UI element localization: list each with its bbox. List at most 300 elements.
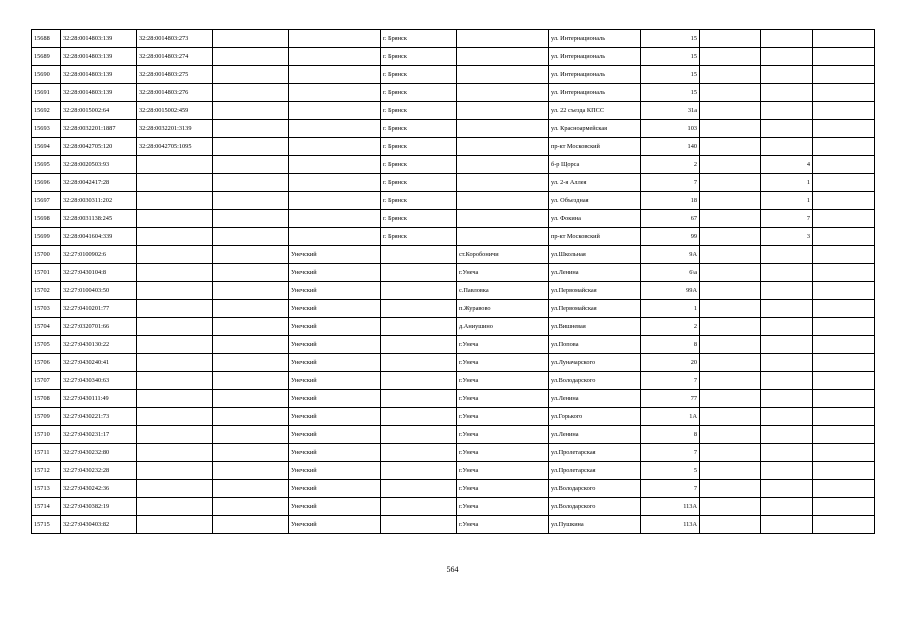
cell-city <box>381 426 457 444</box>
cell-house: 15 <box>641 84 700 102</box>
table-row <box>32 390 875 408</box>
cell-city: г. Брянск <box>381 48 457 66</box>
cell-locality <box>457 228 549 246</box>
cell-locality <box>457 84 549 102</box>
cell-city <box>381 264 457 282</box>
cell-id: 15707 <box>32 372 61 390</box>
cell-id: 15714 <box>32 498 61 516</box>
cell-extra <box>761 246 813 264</box>
cell-street: ул.Ленина <box>549 426 641 444</box>
cell-extra <box>761 516 813 534</box>
cell-empty <box>213 372 289 390</box>
cell-cadastral-number-2 <box>137 372 213 390</box>
cell-empty <box>700 30 761 48</box>
cell-street: б-р Щорса <box>549 156 641 174</box>
cell-empty <box>700 426 761 444</box>
cell-extra <box>761 30 813 48</box>
cell-street: пр-кт Московский <box>549 138 641 156</box>
cell-locality: д.Аниушино <box>457 318 549 336</box>
table-row <box>32 48 875 66</box>
cell-empty <box>213 390 289 408</box>
cell-empty <box>700 300 761 318</box>
cell-city: г. Брянск <box>381 102 457 120</box>
cell-cadastral-number-2: 32:28:0014803:274 <box>137 48 213 66</box>
cell-cadastral-number-2 <box>137 516 213 534</box>
cell-empty <box>813 84 875 102</box>
cell-cadastral-number-2 <box>137 300 213 318</box>
table-row <box>32 102 875 120</box>
table-row <box>32 516 875 534</box>
cell-empty <box>213 138 289 156</box>
cell-cadastral-number: 32:27:0430403:82 <box>61 516 137 534</box>
table-row <box>32 408 875 426</box>
cell-empty <box>700 372 761 390</box>
table-row <box>32 120 875 138</box>
cell-locality: г.Унеча <box>457 390 549 408</box>
cell-cadastral-number: 32:28:0030311:202 <box>61 192 137 210</box>
cell-cadastral-number-2: 32:28:0014803:276 <box>137 84 213 102</box>
cell-extra <box>761 120 813 138</box>
cell-locality: г.Унеча <box>457 264 549 282</box>
cell-street: ул.Пролетарская <box>549 444 641 462</box>
table-row <box>32 426 875 444</box>
cell-street: пр-кт Московский <box>549 228 641 246</box>
cell-extra <box>761 264 813 282</box>
cell-city: г. Брянск <box>381 138 457 156</box>
cell-house: 18 <box>641 192 700 210</box>
cell-cadastral-number: 32:27:0430111:49 <box>61 390 137 408</box>
cell-empty <box>213 426 289 444</box>
cell-empty <box>213 300 289 318</box>
cell-district: Унечский <box>289 300 381 318</box>
cell-locality: г.Унеча <box>457 444 549 462</box>
cell-extra <box>761 318 813 336</box>
table-row <box>32 372 875 390</box>
cell-cadastral-number: 32:27:0100403:50 <box>61 282 137 300</box>
cell-empty <box>213 102 289 120</box>
cell-empty <box>213 228 289 246</box>
cell-cadastral-number-2: 32:28:0032201:3139 <box>137 120 213 138</box>
cell-street: ул. Объездная <box>549 192 641 210</box>
cell-cadastral-number-2 <box>137 462 213 480</box>
cell-empty <box>813 48 875 66</box>
cell-house: 7 <box>641 174 700 192</box>
cell-extra <box>761 282 813 300</box>
cell-district <box>289 30 381 48</box>
cell-empty <box>700 264 761 282</box>
cell-extra <box>761 354 813 372</box>
cell-empty <box>213 480 289 498</box>
cell-city: г. Брянск <box>381 192 457 210</box>
cell-district <box>289 210 381 228</box>
registry-table <box>31 29 875 534</box>
cell-district <box>289 48 381 66</box>
cell-empty <box>213 444 289 462</box>
cell-city: г. Брянск <box>381 120 457 138</box>
table-row <box>32 192 875 210</box>
cell-house: 7 <box>641 444 700 462</box>
cell-empty <box>213 264 289 282</box>
cell-id: 15706 <box>32 354 61 372</box>
cell-city <box>381 462 457 480</box>
cell-extra: 7 <box>761 210 813 228</box>
cell-empty <box>813 444 875 462</box>
cell-street: ул.Ленина <box>549 390 641 408</box>
cell-extra <box>761 102 813 120</box>
cell-empty <box>213 498 289 516</box>
cell-empty <box>813 354 875 372</box>
cell-cadastral-number-2 <box>137 174 213 192</box>
cell-empty <box>700 84 761 102</box>
cell-id: 15693 <box>32 120 61 138</box>
cell-street: ул.Луначарского <box>549 354 641 372</box>
cell-empty <box>813 390 875 408</box>
cell-city: г. Брянск <box>381 228 457 246</box>
cell-district: Унечский <box>289 480 381 498</box>
cell-empty <box>813 102 875 120</box>
cell-district: Унечский <box>289 462 381 480</box>
cell-empty <box>813 192 875 210</box>
cell-extra <box>761 66 813 84</box>
cell-city: г. Брянск <box>381 66 457 84</box>
cell-empty <box>700 192 761 210</box>
cell-extra: 4 <box>761 156 813 174</box>
cell-cadastral-number: 32:28:0015002:64 <box>61 102 137 120</box>
cell-street: ул.Володарского <box>549 372 641 390</box>
cell-street: ул.Первомайская <box>549 300 641 318</box>
cell-empty <box>700 354 761 372</box>
cell-id: 15690 <box>32 66 61 84</box>
table-body <box>32 30 875 534</box>
cell-cadastral-number: 32:27:0430231:17 <box>61 426 137 444</box>
cell-empty <box>700 246 761 264</box>
cell-empty <box>213 156 289 174</box>
cell-empty <box>813 408 875 426</box>
cell-street: ул.Школьная <box>549 246 641 264</box>
cell-cadastral-number: 32:28:0020503:93 <box>61 156 137 174</box>
cell-district <box>289 138 381 156</box>
cell-cadastral-number-2 <box>137 264 213 282</box>
cell-cadastral-number-2 <box>137 354 213 372</box>
cell-city <box>381 372 457 390</box>
cell-street: ул.Володарского <box>549 498 641 516</box>
cell-locality: г.Унеча <box>457 516 549 534</box>
cell-id: 15694 <box>32 138 61 156</box>
cell-district <box>289 228 381 246</box>
cell-house: 140 <box>641 138 700 156</box>
cell-city <box>381 300 457 318</box>
cell-house: 8 <box>641 336 700 354</box>
cell-locality: г.Унеча <box>457 498 549 516</box>
cell-empty <box>213 246 289 264</box>
cell-cadastral-number-2 <box>137 228 213 246</box>
cell-district <box>289 102 381 120</box>
cell-house: 77 <box>641 390 700 408</box>
cell-empty <box>700 66 761 84</box>
cell-cadastral-number-2 <box>137 336 213 354</box>
cell-id: 15700 <box>32 246 61 264</box>
cell-cadastral-number: 32:28:0042417:28 <box>61 174 137 192</box>
cell-id: 15708 <box>32 390 61 408</box>
cell-district <box>289 174 381 192</box>
cell-empty <box>813 426 875 444</box>
cell-street: ул. Интернациональ <box>549 48 641 66</box>
cell-extra <box>761 462 813 480</box>
table-row <box>32 264 875 282</box>
cell-city: г. Брянск <box>381 174 457 192</box>
cell-cadastral-number-2 <box>137 444 213 462</box>
table-row <box>32 444 875 462</box>
cell-house: 67 <box>641 210 700 228</box>
cell-district <box>289 192 381 210</box>
cell-house: 99 <box>641 228 700 246</box>
cell-id: 15712 <box>32 462 61 480</box>
cell-extra <box>761 390 813 408</box>
cell-street: ул.Володарского <box>549 480 641 498</box>
cell-cadastral-number-2: 32:28:0014803:273 <box>137 30 213 48</box>
table-row <box>32 480 875 498</box>
cell-extra <box>761 48 813 66</box>
cell-district <box>289 156 381 174</box>
cell-empty <box>213 282 289 300</box>
cell-empty <box>813 480 875 498</box>
cell-cadastral-number-2 <box>137 246 213 264</box>
cell-locality <box>457 30 549 48</box>
cell-cadastral-number: 32:28:0014803:139 <box>61 48 137 66</box>
cell-city: г. Брянск <box>381 84 457 102</box>
cell-cadastral-number: 32:27:0320701:66 <box>61 318 137 336</box>
cell-empty <box>700 174 761 192</box>
cell-cadastral-number: 32:27:0430221:73 <box>61 408 137 426</box>
cell-street: ул.Пушкина <box>549 516 641 534</box>
cell-id: 15692 <box>32 102 61 120</box>
cell-empty <box>700 48 761 66</box>
table-row <box>32 336 875 354</box>
cell-locality <box>457 66 549 84</box>
cell-id: 15702 <box>32 282 61 300</box>
cell-cadastral-number: 32:27:0100902:6 <box>61 246 137 264</box>
cell-house: 1 <box>641 300 700 318</box>
cell-empty <box>213 354 289 372</box>
cell-cadastral-number: 32:28:0031138:245 <box>61 210 137 228</box>
cell-empty <box>700 516 761 534</box>
cell-id: 15695 <box>32 156 61 174</box>
cell-house: 99А <box>641 282 700 300</box>
cell-empty <box>213 48 289 66</box>
cell-cadastral-number-2 <box>137 192 213 210</box>
cell-locality: г.Унеча <box>457 426 549 444</box>
cell-empty <box>213 192 289 210</box>
cell-empty <box>700 336 761 354</box>
cell-city: г. Брянск <box>381 30 457 48</box>
table-row <box>32 246 875 264</box>
table-row <box>32 156 875 174</box>
cell-street: ул. Интернациональ <box>549 84 641 102</box>
cell-locality <box>457 192 549 210</box>
cell-locality: с.Павловка <box>457 282 549 300</box>
cell-empty <box>700 210 761 228</box>
cell-house: 15 <box>641 48 700 66</box>
cell-empty <box>700 318 761 336</box>
cell-district: Унечский <box>289 264 381 282</box>
cell-empty <box>813 516 875 534</box>
cell-street: ул. Интернациональ <box>549 66 641 84</box>
table-row <box>32 210 875 228</box>
cell-extra <box>761 372 813 390</box>
cell-house: 9А <box>641 246 700 264</box>
cell-id: 15696 <box>32 174 61 192</box>
cell-empty <box>213 30 289 48</box>
cell-city <box>381 480 457 498</box>
cell-empty <box>813 120 875 138</box>
cell-cadastral-number-2 <box>137 480 213 498</box>
cell-extra: 1 <box>761 174 813 192</box>
cell-empty <box>700 408 761 426</box>
cell-house: 103 <box>641 120 700 138</box>
cell-city <box>381 498 457 516</box>
cell-cadastral-number: 32:27:0430232:28 <box>61 462 137 480</box>
cell-street: ул. Интернациональ <box>549 30 641 48</box>
cell-id: 15701 <box>32 264 61 282</box>
cell-cadastral-number-2: 32:28:0015002:459 <box>137 102 213 120</box>
cell-cadastral-number-2 <box>137 282 213 300</box>
cell-city <box>381 354 457 372</box>
cell-empty <box>700 102 761 120</box>
cell-extra <box>761 480 813 498</box>
cell-empty <box>213 174 289 192</box>
cell-locality <box>457 210 549 228</box>
cell-city <box>381 444 457 462</box>
cell-house: 2 <box>641 318 700 336</box>
cell-empty <box>813 156 875 174</box>
cell-id: 15688 <box>32 30 61 48</box>
cell-locality: г.Унеча <box>457 372 549 390</box>
cell-empty <box>813 300 875 318</box>
cell-id: 15709 <box>32 408 61 426</box>
cell-city <box>381 408 457 426</box>
cell-empty <box>813 336 875 354</box>
cell-city <box>381 318 457 336</box>
cell-cadastral-number: 32:27:0430130:22 <box>61 336 137 354</box>
cell-house: 7 <box>641 372 700 390</box>
table-row <box>32 300 875 318</box>
cell-district: Унечский <box>289 246 381 264</box>
cell-street: ул.Пролетарская <box>549 462 641 480</box>
page-number: 564 <box>446 565 459 574</box>
cell-empty <box>213 84 289 102</box>
cell-house: 1А <box>641 408 700 426</box>
cell-id: 15711 <box>32 444 61 462</box>
cell-empty <box>700 390 761 408</box>
cell-id: 15703 <box>32 300 61 318</box>
cell-id: 15704 <box>32 318 61 336</box>
cell-extra <box>761 300 813 318</box>
cell-house: 6\а <box>641 264 700 282</box>
cell-street: ул.Горького <box>549 408 641 426</box>
cell-street: ул.Вишневая <box>549 318 641 336</box>
cell-id: 15713 <box>32 480 61 498</box>
table-row <box>32 498 875 516</box>
cell-id: 15705 <box>32 336 61 354</box>
cell-id: 15689 <box>32 48 61 66</box>
cell-cadastral-number: 32:27:0430340:63 <box>61 372 137 390</box>
cell-extra: 3 <box>761 228 813 246</box>
cell-street: ул.Первомайская <box>549 282 641 300</box>
table-row <box>32 66 875 84</box>
cell-locality: п.Журавово <box>457 300 549 318</box>
cell-empty <box>813 246 875 264</box>
cell-city: г. Брянск <box>381 156 457 174</box>
cell-cadastral-number: 32:27:0430382:19 <box>61 498 137 516</box>
cell-id: 15710 <box>32 426 61 444</box>
table-row <box>32 138 875 156</box>
cell-id: 15697 <box>32 192 61 210</box>
cell-cadastral-number-2 <box>137 408 213 426</box>
cell-empty <box>813 228 875 246</box>
cell-district: Унечский <box>289 444 381 462</box>
cell-cadastral-number: 32:27:0430104:8 <box>61 264 137 282</box>
cell-empty <box>813 282 875 300</box>
cell-locality: г.Унеча <box>457 480 549 498</box>
cell-id: 15698 <box>32 210 61 228</box>
cell-cadastral-number-2 <box>137 210 213 228</box>
cell-empty <box>700 282 761 300</box>
cell-cadastral-number: 32:28:0014803:139 <box>61 84 137 102</box>
cell-street: ул.Ленина <box>549 264 641 282</box>
cell-empty <box>213 516 289 534</box>
cell-locality <box>457 156 549 174</box>
cell-empty <box>813 498 875 516</box>
table-row <box>32 30 875 48</box>
cell-district: Унечский <box>289 372 381 390</box>
cell-extra <box>761 444 813 462</box>
cell-empty <box>813 174 875 192</box>
cell-extra <box>761 138 813 156</box>
cell-house: 7 <box>641 480 700 498</box>
cell-empty <box>700 120 761 138</box>
cell-cadastral-number-2 <box>137 318 213 336</box>
cell-empty <box>213 336 289 354</box>
cell-cadastral-number-2: 32:28:0042705:1095 <box>137 138 213 156</box>
cell-house: 8 <box>641 426 700 444</box>
cell-id: 15691 <box>32 84 61 102</box>
cell-cadastral-number: 32:27:0410201:77 <box>61 300 137 318</box>
cell-city <box>381 282 457 300</box>
cell-empty <box>213 210 289 228</box>
cell-street: ул. Фокина <box>549 210 641 228</box>
cell-house: 31а <box>641 102 700 120</box>
cell-cadastral-number-2 <box>137 390 213 408</box>
cell-district <box>289 120 381 138</box>
cell-district: Унечский <box>289 516 381 534</box>
cell-house: 15 <box>641 66 700 84</box>
cell-cadastral-number: 32:27:0430232:80 <box>61 444 137 462</box>
cell-extra <box>761 408 813 426</box>
cell-cadastral-number-2: 32:28:0014803:275 <box>137 66 213 84</box>
cell-empty <box>213 408 289 426</box>
cell-empty <box>700 462 761 480</box>
cell-district: Унечский <box>289 336 381 354</box>
cell-cadastral-number-2 <box>137 426 213 444</box>
cell-extra <box>761 336 813 354</box>
cell-empty <box>813 210 875 228</box>
cell-district: Унечский <box>289 318 381 336</box>
cell-city: г. Брянск <box>381 210 457 228</box>
cell-district: Унечский <box>289 390 381 408</box>
cell-street: ул. 2-я Аллея <box>549 174 641 192</box>
table-row <box>32 174 875 192</box>
cell-cadastral-number: 32:28:0014803:139 <box>61 30 137 48</box>
